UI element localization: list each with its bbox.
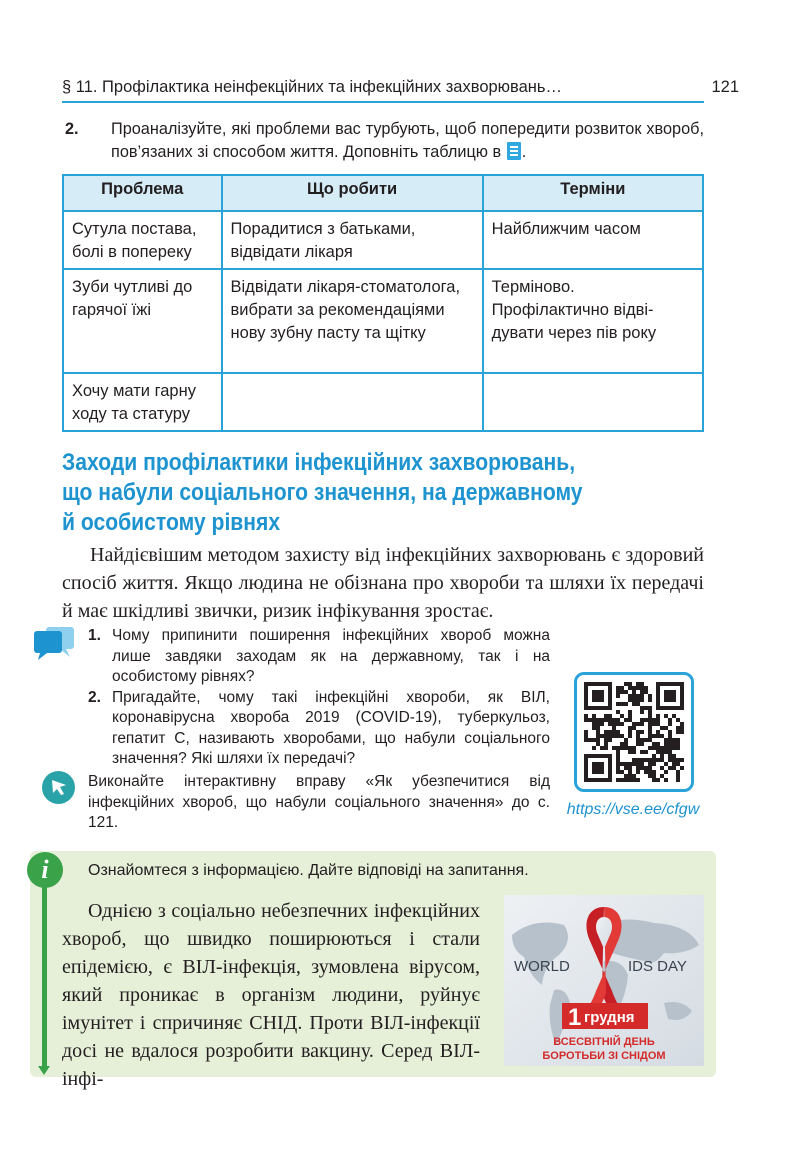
heading-line: Заходи профілактики інфекційних захворювань, [62, 449, 576, 476]
poster-caption-1: ВСЕСВІТНІЙ ДЕНЬ [553, 1036, 655, 1048]
task-2 [65, 118, 704, 164]
problems-table [62, 174, 704, 432]
qr-code[interactable] [574, 672, 694, 792]
question-number: 2. [88, 688, 101, 706]
question-item [88, 626, 550, 688]
world-aids-day-poster [504, 895, 704, 1066]
question-number: 1. [88, 627, 101, 644]
table-row [63, 269, 703, 373]
poster-ids-day: IDS DAY [628, 958, 687, 975]
header-what-to-do: Що робити [222, 175, 483, 211]
poster-world: WORLD [514, 958, 570, 975]
table-cell: Найближчим часом [483, 211, 703, 269]
qr-link[interactable]: https://vse.ee/cfgw [566, 801, 700, 818]
info-text: Однією з соціально небезпечних інфекційних хвороб, що швидко поширюються і стали епідемією, є ВІЛ-інфекція, зумовлена вірусом, який проникає в організм людини, руйнує імунітет і спричиняє СНІД. Проти ВІЛ-інфекції досі не вдалося розробити вакцину. Серед ВІЛ-інфі- [62, 900, 480, 1090]
info-task: Ознайомтеся з інформацією. Дайте відповіді на запитання. [88, 862, 529, 879]
section-heading [62, 448, 696, 538]
poster-date-number: 1 [568, 1004, 582, 1031]
heading-line: й особистому рівнях [62, 509, 281, 536]
poster-date-word: грудня [584, 1009, 635, 1026]
table-cell: Хочу мати гарну ходу та статуру [63, 373, 222, 431]
header-rule [62, 101, 704, 103]
table-cell-empty [222, 373, 483, 431]
table-cell: Відвідати лікаря-стоматолога, вибрати за рекомендаціями нову зубну пасту та щітку [222, 269, 483, 373]
task-2-number: 2. [65, 120, 79, 138]
intro-paragraph: Найдієвішим методом захисту від інфекційних захворювань є здоровий спосіб життя. Якщо людина не обізнана про хвороби та шляхи їх передачі й має шкідливі звички, ризик інфікування зростає. [62, 544, 704, 622]
cursor-icon [42, 771, 75, 804]
info-icon: i [27, 852, 63, 888]
poster-caption-2: БОРОТЬБИ ЗІ СНІДОМ [542, 1050, 666, 1062]
question-text: Чому припинити поширення інфекційних хвороб можна лише завдяки заходам як на державному, так і на особистому рівнях? [112, 627, 550, 685]
header-problem: Проблема [63, 175, 222, 211]
header-terms: Терміни [483, 175, 703, 211]
notebook-icon [507, 142, 521, 160]
question-text: Пригадайте, чому такі інфекційні хвороби, як ВІЛ, коронавірусна хвороба 2019 (COVID-19), туберкульоз, гепатит С, називають хворобами, що набули соціального значення? Які шляхи їх передачі? [112, 688, 550, 767]
question-item [88, 688, 550, 770]
table-cell: Сутула постава, болі в попереку [63, 211, 222, 269]
arrow-down-icon [38, 1066, 50, 1075]
table-cell-empty [483, 373, 703, 431]
table-row [63, 373, 703, 431]
qr-code-image [577, 675, 691, 789]
heading-line: що набули соціального значення, на державному [62, 479, 583, 506]
table-cell: Терміново. Профілактично відвідувати через пів року [483, 269, 703, 373]
table-header-row [63, 175, 703, 211]
interactive-exercise-text: Виконайте інтерактивну вправу «Як убезпечитися від інфекційних хвороб, що набули соціального значення» до с. 121. [88, 773, 550, 831]
info-bar [42, 870, 47, 1070]
table-cell: Порадитися з батьками, відвідати лікаря [222, 211, 483, 269]
qr-modules [584, 682, 684, 782]
table-cell: Зуби чутливі до гарячої їжі [63, 269, 222, 373]
running-title: § 11. Профілактика неінфекційних та інфекційних захворювань… [62, 78, 563, 96]
questions-list [88, 626, 550, 770]
page-number: 121 [711, 78, 739, 96]
table-row [63, 211, 703, 269]
task-2-text-end: . [521, 143, 527, 161]
task-2-text: Проаналізуйте, які проблеми вас турбують, щоб попередити розвиток хвороб, пов’язаних зі способом життя. Доповніть таблицю в [111, 120, 704, 161]
discussion-icon [32, 625, 76, 661]
